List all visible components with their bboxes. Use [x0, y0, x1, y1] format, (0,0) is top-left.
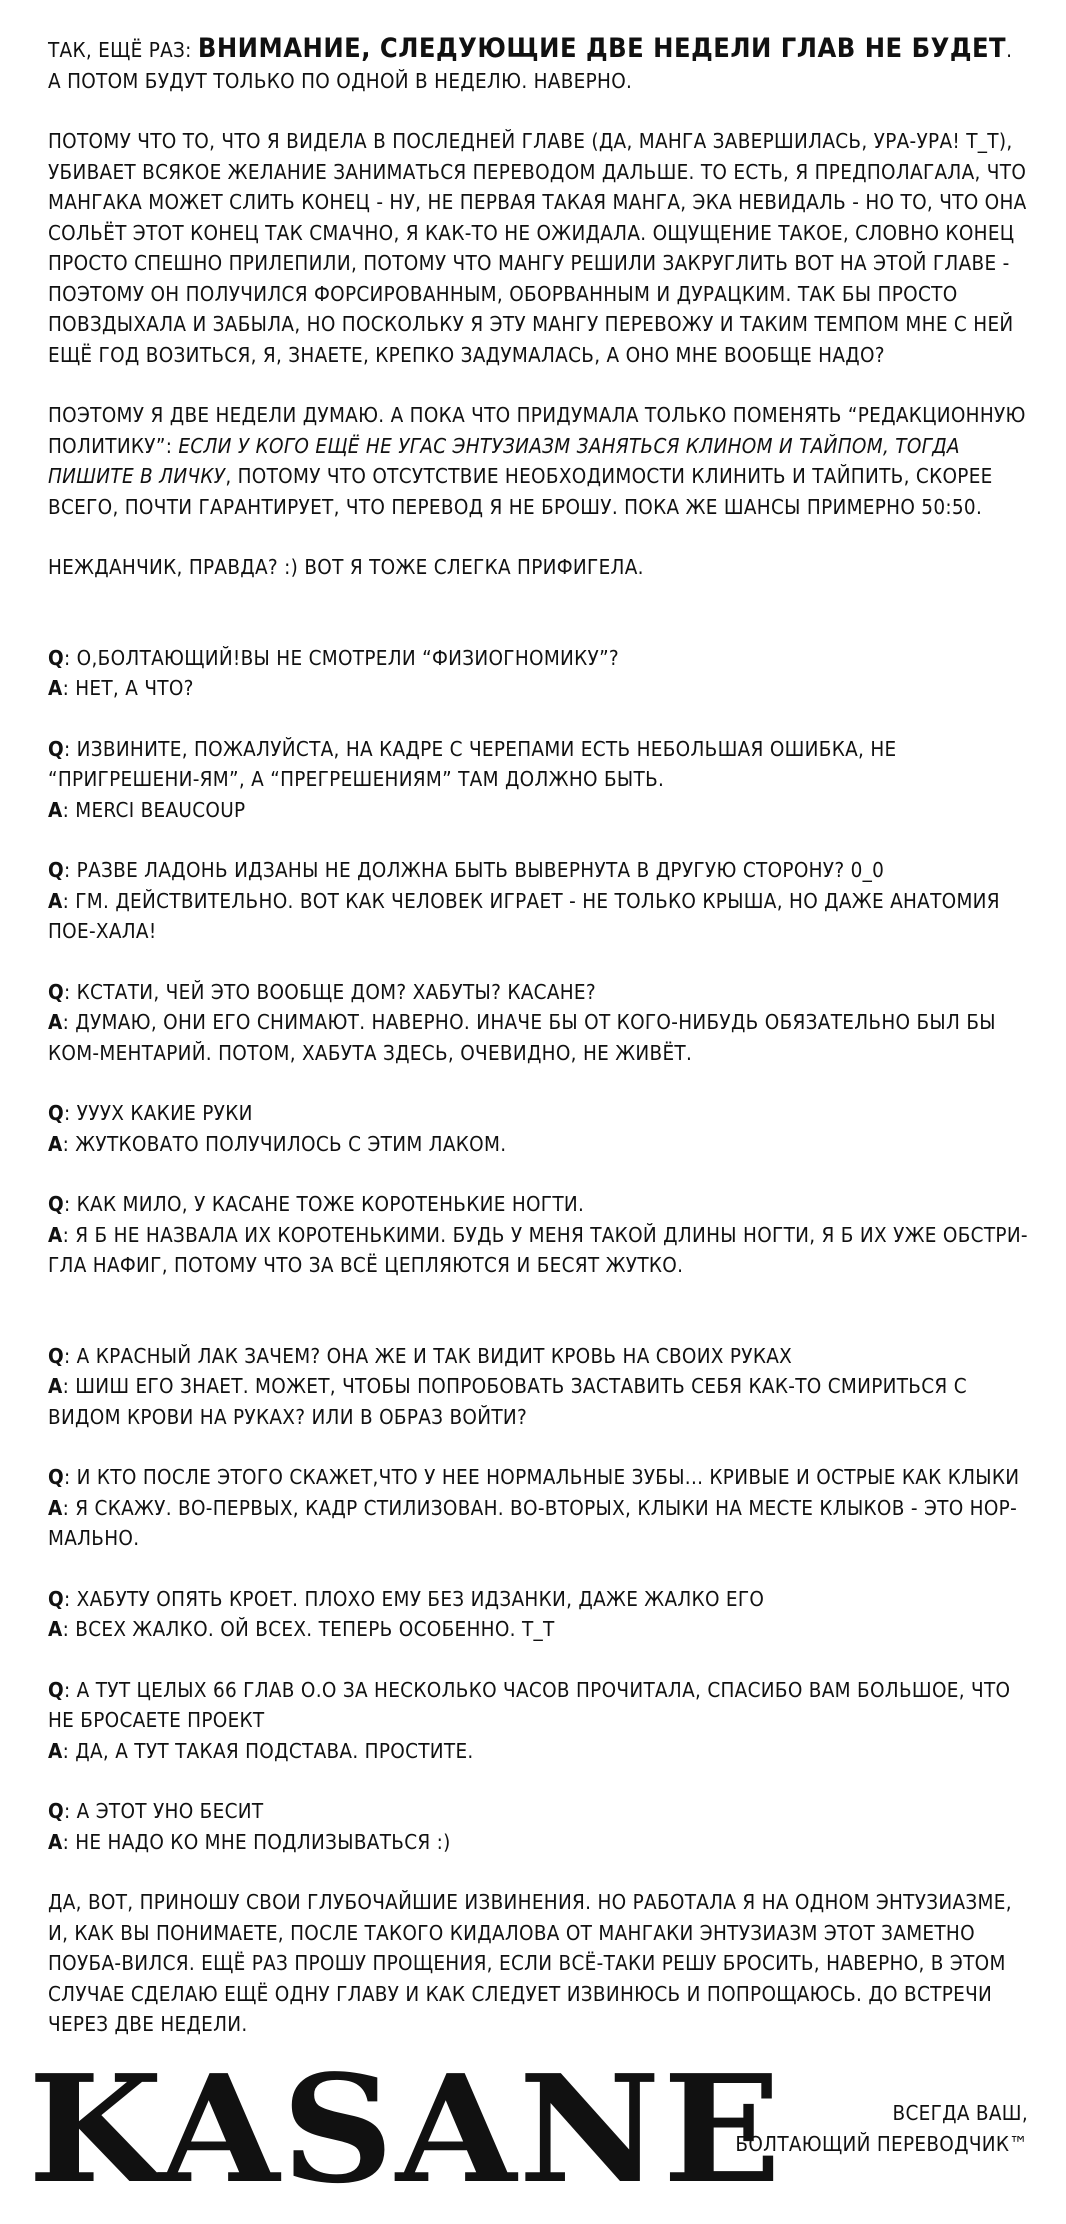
q-label: Q	[48, 1677, 64, 1702]
q-label: Q	[48, 858, 64, 882]
q-label: Q	[48, 736, 64, 761]
intro-line-2: А ПОТОМ БУДУТ ТОЛЬКО ПО ОДНОЙ В НЕДЕЛЮ. НАВЕРНО.	[48, 68, 633, 93]
paragraph-2-italic: ЕСЛИ У КОГО ЕЩЁ НЕ УГАС ЭНТУЗИАЗМ ЗАНЯТЬСЯ КЛИНОМ И ТАЙПОМ, ТОГДА ПИШИТЕ В ЛИЧКУ	[48, 433, 960, 488]
qa-item	[48, 1796, 1028, 1857]
kasane-logo	[28, 2042, 784, 2216]
question-text: РАЗВЕ ЛАДОНЬ ИДЗАНЫ НЕ ДОЛЖНА БЫТЬ ВЫВЕРНУТА В ДРУГУЮ СТОРОНУ? 0_0	[76, 858, 885, 882]
question: Q: ХАБУТУ ОПЯТЬ КРОЕТ. ПЛОХО ЕМУ БЕЗ ИДЗАНКИ, ДАЖЕ ЖАЛКО ЕГО	[48, 1586, 765, 1611]
paragraph-3: НЕЖДАНЧИК, ПРАВДА? :) ВОТ Я ТОЖЕ СЛЕГКА ПРИФИГЕЛА.	[48, 555, 644, 579]
answer: A: ГМ. ДЕЙСТВИТЕЛЬНО. ВОТ КАК ЧЕЛОВЕК ИГРАЕТ - НЕ ТОЛЬКО КРЫША, НО ДАЖЕ АНАТОМИЯ ПОЕ-ХАЛА!	[48, 888, 1000, 943]
a-label: A	[48, 1010, 63, 1034]
answer: A: Я Б НЕ НАЗВАЛА ИХ КОРОТЕНЬКИМИ. БУДЬ У МЕНЯ ТАКОЙ ДЛИНЫ НОГТИ, Я Б ИХ УЖЕ ОБСТРИ-ГЛА НАФИГ, ПОТОМУ ЧТО ЗА ВСЁ ЦЕПЛЯЮТСЯ И БЕСЯТ ЖУТКО.	[48, 1222, 1028, 1277]
answer-text: ШИШ ЕГО ЗНАЕТ. МОЖЕТ, ЧТОБЫ ПОПРОБОВАТЬ ЗАСТАВИТЬ СЕБЯ КАК-ТО СМИРИТЬСЯ С ВИДОМ КРОВИ НА РУКАХ? ИЛИ В ОБРАЗ ВОЙТИ?	[48, 1374, 967, 1429]
answer: A: ШИШ ЕГО ЗНАЕТ. МОЖЕТ, ЧТОБЫ ПОПРОБОВАТЬ ЗАСТАВИТЬ СЕБЯ КАК-ТО СМИРИТЬСЯ С ВИДОМ КРОВИ НА РУКАХ? ИЛИ В ОБРАЗ ВОЙТИ?	[48, 1374, 967, 1429]
qa-item	[48, 643, 1028, 704]
answer: A: MERCI BEAUCOUP	[48, 797, 246, 822]
a-label: A	[48, 1738, 63, 1763]
question-text: А ТУТ ЦЕЛЫХ 66 ГЛАВ О.О ЗА НЕСКОЛЬКО ЧАСОВ ПРОЧИТАЛА, СПАСИБО ВАМ БОЛЬШОЕ, ЧТО НЕ БРОСАЕТЕ ПРОЕКТ	[48, 1677, 1011, 1732]
answer-text: ДА, А ТУТ ТАКАЯ ПОДСТАВА. ПРОСТИТЕ.	[75, 1738, 474, 1763]
question-text: ИЗВИНИТЕ, ПОЖАЛУЙСТА, НА КАДРЕ С ЧЕРЕПАМИ ЕСТЬ НЕБОЛЬШАЯ ОШИБКА, НЕ “ПРИГРЕШЕНИ-ЯМ”, А “ПРЕГРЕШЕНИЯМ” ТАМ ДОЛЖНО БЫТЬ.	[48, 736, 897, 791]
qa-item	[48, 1675, 1028, 1767]
question: Q: РАЗВЕ ЛАДОНЬ ИДЗАНЫ НЕ ДОЛЖНА БЫТЬ ВЫВЕРНУТА В ДРУГУЮ СТОРОНУ? 0_0	[48, 858, 885, 882]
a-label: A	[48, 888, 63, 913]
question: Q: КАК МИЛО, У КАСАНЕ ТОЖЕ КОРОТЕНЬКИЕ НОГТИ.	[48, 1192, 585, 1216]
qa-item	[48, 1341, 1028, 1433]
answer-text: НЕ НАДО КО МНЕ ПОДЛИЗЫВАТЬСЯ :)	[75, 1829, 451, 1854]
question-text: ХАБУТУ ОПЯТЬ КРОЕТ. ПЛОХО ЕМУ БЕЗ ИДЗАНКИ, ДАЖЕ ЖАЛКО ЕГО	[76, 1586, 765, 1611]
intro-prefix: ТАК, ЕЩЁ РАЗ:	[48, 38, 198, 62]
answer-text: MERCI BEAUCOUP	[75, 797, 246, 822]
answer: A: Я СКАЖУ. ВО-ПЕРВЫХ, КАДР СТИЛИЗОВАН. ВО-ВТОРЫХ, КЛЫКИ НА МЕСТЕ КЛЫКОВ - ЭТО НОР-МАЛЬНО.	[48, 1495, 1018, 1550]
question-text: И КТО ПОСЛЕ ЭТОГО СКАЖЕТ,ЧТО У НЕЕ НОРМАЛЬНЫЕ ЗУБЫ... КРИВЫЕ И ОСТРЫЕ КАК КЛЫКИ	[76, 1465, 1020, 1489]
question: Q: А ЭТОТ УНО БЕСИТ	[48, 1799, 264, 1823]
question-text: О,БОЛТАЮЩИЙ!ВЫ НЕ СМОТРЕЛИ “ФИЗИОГНОМИКУ”?	[76, 645, 620, 670]
answer: A: ДА, А ТУТ ТАКАЯ ПОДСТАВА. ПРОСТИТЕ.	[48, 1738, 474, 1763]
answer: A: ВСЕХ ЖАЛКО. ОЙ ВСЕХ. ТЕПЕРЬ ОСОБЕННО. T_T	[48, 1617, 555, 1641]
a-label: A	[48, 1131, 63, 1156]
paragraph-2-start: ПОЭТОМУ Я ДВЕ НЕДЕЛИ ДУМАЮ. А ПОКА ЧТО ПРИДУМАЛА ТОЛЬКО ПОМЕНЯТЬ “РЕДАКЦИОННУЮ ПОЛИТИКУ”:	[48, 403, 1026, 458]
q-label: Q	[48, 1799, 64, 1823]
answer: A: ЖУТКОВАТО ПОЛУЧИЛОСЬ С ЭТИМ ЛАКОМ.	[48, 1131, 507, 1156]
paragraph-2	[48, 400, 1028, 522]
closing-paragraph: ДА, ВОТ, ПРИНОШУ СВОИ ГЛУБОЧАЙШИЕ ИЗВИНЕНИЯ. НО РАБОТАЛА Я НА ОДНОМ ЭНТУЗИАЗМЕ, И, КАК ВЫ ПОНИМАЕТЕ, ПОСЛЕ ТАКОГО КИДАЛОВА ОТ МАНГАКИ ЭНТУЗИАЗМ ЭТОТ ЗАМЕТНО ПОУБА-ВИЛСЯ. ЕЩЁ РАЗ ПРОШУ ПРОЩЕНИЯ, ЕСЛИ ВСЁ-ТАКИ РЕШУ БРОСИТЬ, НАВЕРНО, В ЭТОМ СЛУЧАЕ СДЕЛАЮ ЕЩЁ ОДНУ ГЛАВУ И КАК СЛЕДУЕТ ИЗВИНЮСЬ И ПОПРОЩАЮСЬ. ДО ВСТРЕЧИ ЧЕРЕЗ ДВЕ НЕДЕЛИ.	[48, 1890, 1012, 2036]
answer: A: ДУМАЮ, ОНИ ЕГО СНИМАЮТ. НАВЕРНО. ИНАЧЕ БЫ ОТ КОГО-НИБУДЬ ОБЯЗАТЕЛЬНО БЫЛ БЫ КОМ-МЕНТАРИЙ. ПОТОМ, ХАБУТА ЗДЕСЬ, ОЧЕВИДНО, НЕ ЖИВЁТ.	[48, 1010, 996, 1065]
qa-item	[48, 1098, 1028, 1159]
qa-item	[48, 1189, 1028, 1281]
answer: A: НЕТ, А ЧТО?	[48, 676, 194, 700]
question-text: А КРАСНЫЙ ЛАК ЗАЧЕМ? ОНА ЖЕ И ТАК ВИДИТ КРОВЬ НА СВОИХ РУКАХ	[76, 1343, 793, 1368]
question-text: УУУХ КАКИЕ РУКИ	[76, 1101, 253, 1125]
question: Q: УУУХ КАКИЕ РУКИ	[48, 1101, 253, 1125]
q-label: Q	[48, 1343, 64, 1368]
question-text: КАК МИЛО, У КАСАНЕ ТОЖЕ КОРОТЕНЬКИЕ НОГТИ.	[76, 1192, 585, 1216]
question-text: КСТАТИ, ЧЕЙ ЭТО ВООБЩЕ ДОМ? ХАБУТЫ? КАСАНЕ?	[76, 979, 596, 1004]
signature-line-1: ВСЕГДА ВАШ,	[892, 2101, 1028, 2125]
answer-text: Я Б НЕ НАЗВАЛА ИХ КОРОТЕНЬКИМИ. БУДЬ У МЕНЯ ТАКОЙ ДЛИНЫ НОГТИ, Я Б ИХ УЖЕ ОБСТРИ-ГЛА НАФИГ, ПОТОМУ ЧТО ЗА ВСЁ ЦЕПЛЯЮТСЯ И БЕСЯТ ЖУТКО.	[48, 1222, 1028, 1277]
answer-text: Я СКАЖУ. ВО-ПЕРВЫХ, КАДР СТИЛИЗОВАН. ВО-ВТОРЫХ, КЛЫКИ НА МЕСТЕ КЛЫКОВ - ЭТО НОР-МАЛЬНО.	[48, 1495, 1018, 1550]
qa-item	[48, 1584, 1028, 1645]
q-label: Q	[48, 645, 64, 670]
paragraph-1: ПОТОМУ ЧТО ТО, ЧТО Я ВИДЕЛА В ПОСЛЕДНЕЙ ГЛАВЕ (ДА, МАНГА ЗАВЕРШИЛАСЬ, УРА-УРА! T_T), УБИВАЕТ ВСЯКОЕ ЖЕЛАНИЕ ЗАНИМАТЬСЯ ПЕРЕВОДОМ ДАЛЬШЕ. ТО ЕСТЬ, Я ПРЕДПОЛАГАЛА, ЧТО МАНГАКА МОЖЕТ СЛИТЬ КОНЕЦ - НУ, НЕ ПЕРВАЯ ТАКАЯ МАНГА, ЭКА НЕВИДАЛЬ - НО ТО, ЧТО ОНА СОЛЬЁТ ЭТОТ КОНЕЦ ТАК СМАЧНО, Я КАК-ТО НЕ ОЖИДАЛА. ОЩУЩЕНИЕ ТАКОЕ, СЛОВНО КОНЕЦ ПРОСТО СПЕШНО ПРИЛЕПИЛИ, ПОТОМУ ЧТО МАНГУ РЕШИЛИ ЗАКРУГЛИТЬ ВОТ НА ЭТОЙ ГЛАВЕ - ПОЭТОМУ ОН ПОЛУЧИЛСЯ ФОРСИРОВАННЫМ, ОБОРВАННЫМ И ДУРАЦКИМ. ТАК БЫ ПРОСТО ПОВЗДЫХАЛА И ЗАБЫЛА, НО ПОСКОЛЬКУ Я ЭТУ МАНГУ ПЕРЕВОЖУ И ТАКИМ ТЕМПОМ МНЕ С НЕЙ ЕЩЁ ГОД ВОЗИТЬСЯ, Я, ЗНАЕТЕ, КРЕПКО ЗАДУМАЛАСЬ, А ОНО МНЕ ВООБЩЕ НАДО?	[48, 129, 1027, 367]
qa-list	[48, 643, 1028, 1858]
q-label: Q	[48, 1101, 64, 1125]
letter-body	[48, 34, 1028, 2040]
paragraph-2-end: , ПОТОМУ ЧТО ОТСУТСТВИЕ НЕОБХОДИМОСТИ КЛИНИТЬ И ТАЙПИТЬ, СКОРЕЕ ВСЕГО, ПОЧТИ ГАРАНТИРУЕТ, ЧТО ПЕРЕВОД Я НЕ БРОШУ. ПОКА ЖЕ ШАНСЫ ПРИМЕРНО 50:50.	[48, 464, 993, 519]
qa-item	[48, 977, 1028, 1069]
a-label: A	[48, 1829, 63, 1854]
signature	[735, 2098, 1028, 2159]
answer-text: ЖУТКОВАТО ПОЛУЧИЛОСЬ С ЭТИМ ЛАКОМ.	[75, 1131, 507, 1156]
intro-headline: ВНИМАНИЕ, СЛЕДУЮЩИЕ ДВЕ НЕДЕЛИ ГЛАВ НЕ БУДЕТ	[197, 33, 1007, 64]
question: Q: А КРАСНЫЙ ЛАК ЗАЧЕМ? ОНА ЖЕ И ТАК ВИДИТ КРОВЬ НА СВОИХ РУКАХ	[48, 1343, 793, 1368]
intro-line	[48, 34, 1028, 66]
a-label: A	[48, 1374, 63, 1398]
q-label: Q	[48, 979, 64, 1004]
answer-text: НЕТ, А ЧТО?	[75, 676, 194, 700]
logo-text: KASANE	[28, 2042, 784, 2216]
q-label: Q	[48, 1586, 64, 1611]
answer-text: ВСЕХ ЖАЛКО. ОЙ ВСЕХ. ТЕПЕРЬ ОСОБЕННО. T_T	[75, 1617, 555, 1641]
qa-item	[48, 1462, 1028, 1554]
question: Q: И КТО ПОСЛЕ ЭТОГО СКАЖЕТ,ЧТО У НЕЕ НОРМАЛЬНЫЕ ЗУБЫ... КРИВЫЕ И ОСТРЫЕ КАК КЛЫКИ	[48, 1465, 1020, 1489]
a-label: A	[48, 1617, 63, 1641]
q-label: Q	[48, 1465, 64, 1489]
signature-line-2: БОЛТАЮЩИЙ ПЕРЕВОДЧИК™	[735, 2131, 1028, 2156]
answer-text: ДУМАЮ, ОНИ ЕГО СНИМАЮТ. НАВЕРНО. ИНАЧЕ БЫ ОТ КОГО-НИБУДЬ ОБЯЗАТЕЛЬНО БЫЛ БЫ КОМ-МЕНТАРИЙ. ПОТОМ, ХАБУТА ЗДЕСЬ, ОЧЕВИДНО, НЕ ЖИВЁТ.	[48, 1010, 996, 1065]
qa-item	[48, 855, 1028, 947]
question-text: А ЭТОТ УНО БЕСИТ	[76, 1799, 264, 1823]
a-label: A	[48, 797, 63, 822]
a-label: A	[48, 676, 63, 700]
question: Q: ИЗВИНИТЕ, ПОЖАЛУЙСТА, НА КАДРЕ С ЧЕРЕПАМИ ЕСТЬ НЕБОЛЬШАЯ ОШИБКА, НЕ “ПРИГРЕШЕНИ-ЯМ”, А “ПРЕГРЕШЕНИЯМ” ТАМ ДОЛЖНО БЫТЬ.	[48, 736, 897, 791]
a-label: A	[48, 1222, 63, 1247]
answer-text: ГМ. ДЕЙСТВИТЕЛЬНО. ВОТ КАК ЧЕЛОВЕК ИГРАЕТ - НЕ ТОЛЬКО КРЫША, НО ДАЖЕ АНАТОМИЯ ПОЕ-ХАЛА!	[48, 888, 1000, 943]
question: Q: КСТАТИ, ЧЕЙ ЭТО ВООБЩЕ ДОМ? ХАБУТЫ? КАСАНЕ?	[48, 979, 596, 1004]
question: Q: О,БОЛТАЮЩИЙ!ВЫ НЕ СМОТРЕЛИ “ФИЗИОГНОМИКУ”?	[48, 645, 620, 670]
q-label: Q	[48, 1192, 64, 1216]
question: Q: А ТУТ ЦЕЛЫХ 66 ГЛАВ О.О ЗА НЕСКОЛЬКО ЧАСОВ ПРОЧИТАЛА, СПАСИБО ВАМ БОЛЬШОЕ, ЧТО НЕ БРОСАЕТЕ ПРОЕКТ	[48, 1677, 1011, 1732]
qa-item	[48, 734, 1028, 826]
a-label: A	[48, 1495, 63, 1520]
intro-headline-end: .	[1006, 38, 1013, 62]
answer: A: НЕ НАДО КО МНЕ ПОДЛИЗЫВАТЬСЯ :)	[48, 1829, 451, 1854]
